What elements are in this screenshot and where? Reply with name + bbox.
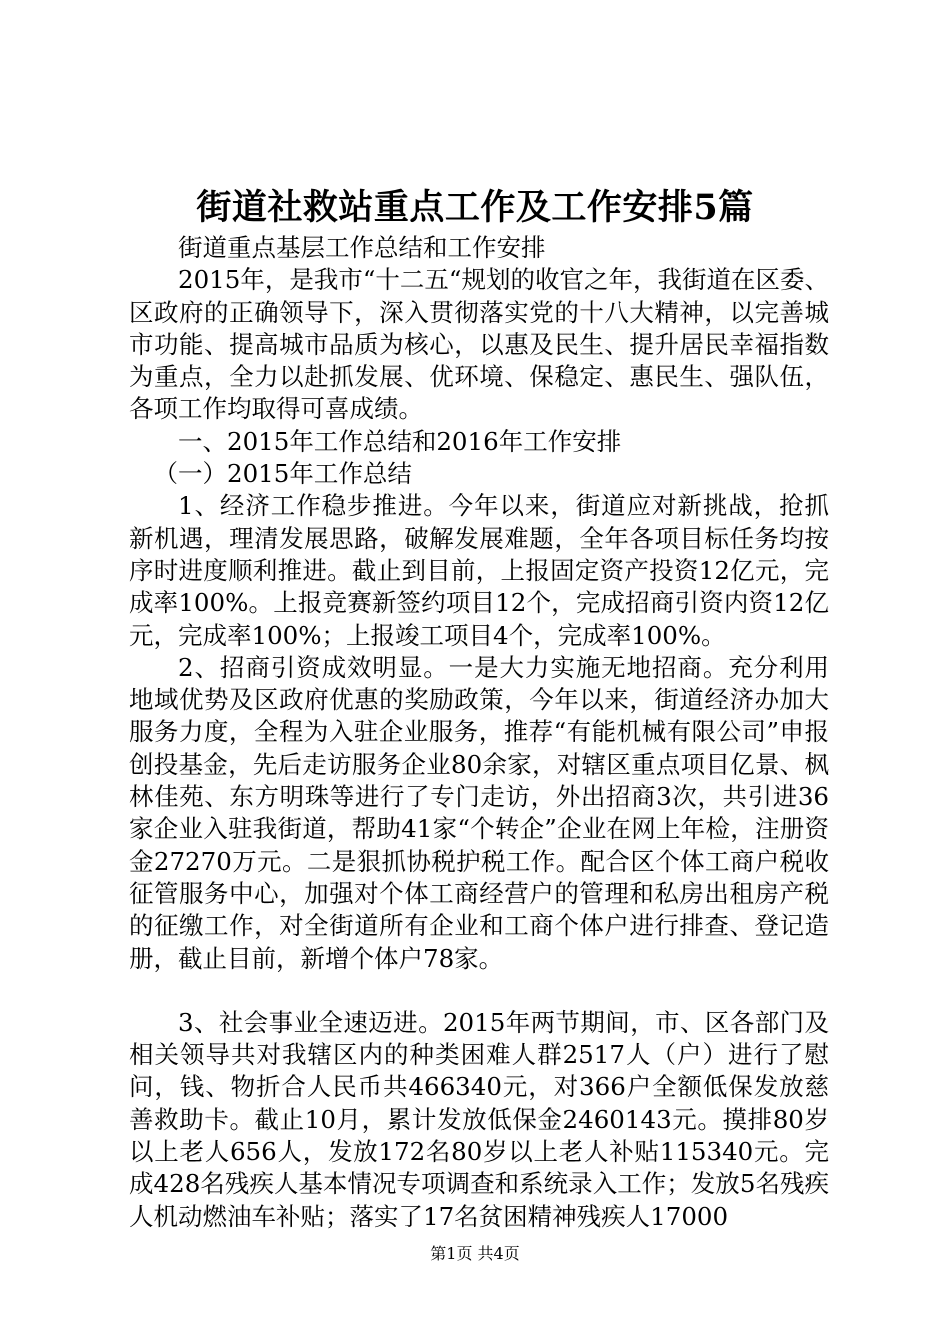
document-body bbox=[129, 232, 829, 1233]
paragraph-social: 3、社会事业全速迈进。2015年两节期间，市、区各部门及相关领导共对我辖区内的种类困难人群2517人（户）进行了慰问，钱、物折合人民币共466340元，对366户全额低保发放慈善救助卡。截止10月，累计发放低保金2460143元。摸排80岁以上老人656人，发放172名80岁以上老人补贴115340元。完成428名残疾人基本情况专项调查和系统录入工作；发放5名残疾人机动燃油车补贴；落实了17名贫困精神残疾人17000 bbox=[129, 1007, 829, 1231]
paragraph-investment: 2、招商引资成效明显。一是大力实施无地招商。充分利用地域优势及区政府优惠的奖励政策，今年以来，街道经济办加大服务力度，全程为入驻企业服务，推荐“有能机械有限公司”申报创投基金，先后走访服务企业80余家，对辖区重点项目亿景、枫林佳苑、东方明珠等进行了专门走访，外出招商3次，共引进36家企业入驻我街道，帮助41家“个转企”企业在网上年检，注册资金27270万元。二是狠抓协税护税工作。配合区个体工商户税收征管服务中心，加强对个体工商经营户的管理和私房出租房产税的征缴工作，对全街道所有企业和工商个体户进行排查、登记造册，截止目前，新增个体户78家。 bbox=[129, 652, 829, 973]
paragraph-economy: 1、经济工作稳步推进。今年以来，街道应对新挑战，抢抓新机遇，理清发展思路，破解发展难题，全年各项目标任务均按序时进度顺利推进。截止到目前，上报固定资产投资12亿元，完成率100%。上报竞赛新签约项目12个，完成招商引资内资12亿元，完成率100%；上报竣工项目4个，完成率100%。 bbox=[129, 491, 829, 650]
paragraph-subtitle: 街道重点基层工作总结和工作安排 bbox=[178, 233, 546, 262]
document-title: 街道社救站重点工作及工作安排5篇 bbox=[196, 187, 754, 228]
paragraph-intro: 2015年，是我市“十二五“规划的收官之年，我街道在区委、区政府的正确领导下，深入贯彻落实党的十八大精神，以完善城市功能、提高城市品质为核心，以惠及民生、提升居民幸福指数为重点，全力以赴抓发展、优环境、保稳定、惠民生、强队伍，各项工作均取得可喜成绩。 bbox=[129, 265, 829, 424]
page-indicator: 第1页 共4页 bbox=[430, 1244, 520, 1263]
section-heading: 一、2015年工作总结和2016年工作安排 bbox=[178, 426, 622, 456]
subsection-heading: （一）2015年工作总结 bbox=[153, 459, 412, 489]
